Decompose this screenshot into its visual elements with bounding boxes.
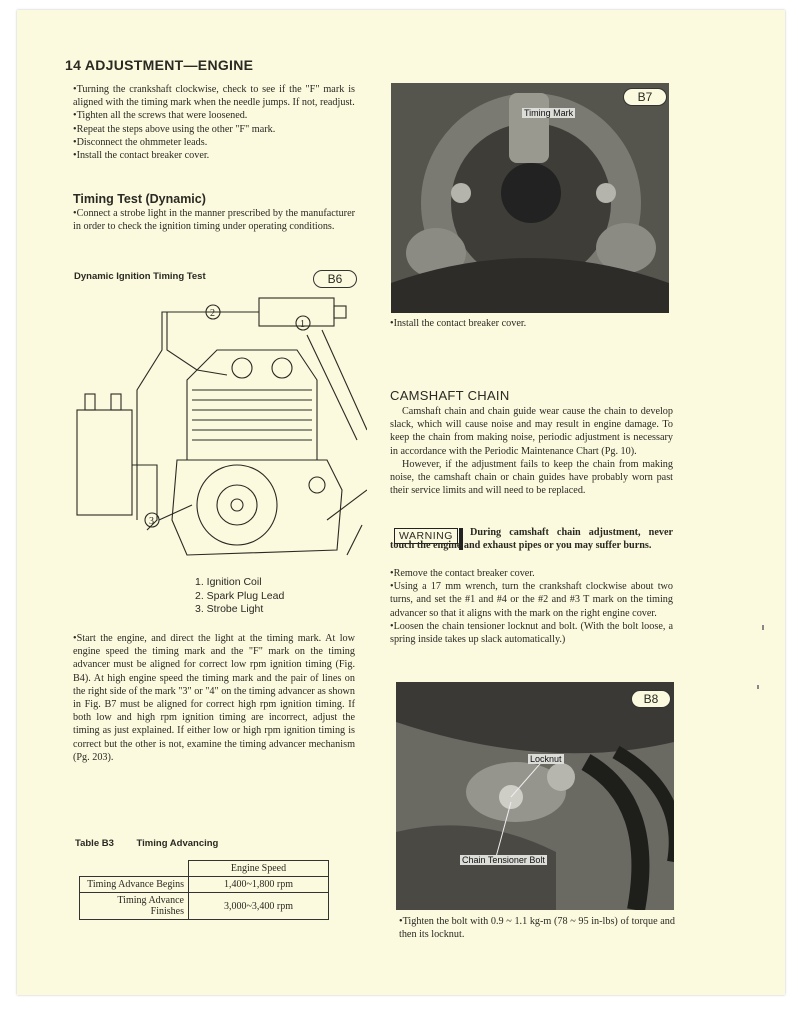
timing-advance-table — [79, 860, 329, 920]
bullet-item: •Tighten all the screws that were loosened. — [73, 110, 248, 122]
warning-label: WARNING — [394, 528, 458, 544]
legend-item: 2. Spark Plug Lead — [195, 589, 285, 602]
callout-3: 3 — [149, 516, 154, 527]
table-number: Table B3 — [75, 838, 114, 849]
callout-2: 2 — [210, 308, 215, 319]
adjustment-steps — [390, 567, 673, 646]
bullet-item: •Turning the crankshaft clockwise, check to see if the "F" mark is aligned with the timing mark when the needle jumps. If not, readjust. — [73, 84, 355, 109]
table-header-row — [80, 861, 329, 877]
table-cell: 1,400~1,800 rpm — [189, 877, 329, 893]
table-cell: 3,000~3,400 rpm — [189, 893, 329, 920]
page-mark — [762, 625, 764, 630]
figure-badge-b8: B8 — [631, 690, 671, 708]
bullet-item: •Repeat the steps above using the other "F" mark. — [73, 123, 276, 135]
timing-test-text: •Connect a strobe light in the manner prescribed by the manufacturer in order to check the ignition timing under operating conditions. — [73, 208, 355, 233]
camshaft-paragraph: However, if the adjustment fails to keep the chain from making noise, the camshaft chain or chain guides have probably worn past their service limits and will need to be replaced. — [390, 458, 673, 497]
step-item: •Loosen the chain tensioner locknut and bolt. (With the bolt loose, a spring inside takes up slack automatically.) — [390, 620, 673, 646]
bullet-item: •Install the contact breaker cover. — [73, 150, 210, 162]
chain-tensioner-image — [396, 682, 674, 910]
step-item: •Remove the contact breaker cover. — [390, 568, 535, 579]
photo-chain-tensioner — [396, 682, 674, 910]
table-header: Engine Speed — [189, 861, 329, 877]
timing-test-heading: Timing Test (Dynamic) — [73, 192, 206, 206]
legend-item: 1. Ignition Coil — [195, 576, 262, 588]
camshaft-paragraph: Camshaft chain and chain guide wear cause the chain to develop slack, which will cause noise and may result in engine damage. To keep the chain from making noise, periodic adjustment is necessary in accordance with the Periodic Maintenance Chart (Pg. 10). — [390, 406, 673, 457]
start-engine-text: •Start the engine, and direct the light at the timing mark. At low engine speed the timing mark and the "F" mark on the timing advancer must be aligned for correct low rpm ignition timing (Fig. B4). At high engine speed the timing mark and the pair of lines on the right side of the mark "3" or "4" on the timing advancer as shown in Fig. B7 must be aligned for correct high rpm ignition timing. If both low and high rpm ignition timing are incorrect, adjust the timing as just explained. If either low or high rpm ignition timing is correct but the other is not, examine the timing advancer mechanism (Pg. 203). — [73, 633, 356, 763]
page-mark — [757, 685, 759, 689]
step-item: •Using a 17 mm wrench, turn the crankshaft clockwise about two turns, and set the #1 and #4 or the #2 and #3 T mark on the timing advancer so that it aligns with the mark on the right engine cover. — [390, 581, 673, 619]
chain-tensioner-bolt-label: Chain Tensioner Bolt — [462, 855, 545, 865]
table-cell: Timing Advance Finishes — [80, 893, 189, 920]
table-label — [75, 838, 218, 849]
camshaft-description — [390, 405, 673, 497]
tighten-bolt-text: •Tighten the bolt with 0.9 ~ 1.1 kg-m (78 ~ 95 in-lbs) of torque and then its locknut. — [399, 916, 675, 941]
locknut-label: Locknut — [530, 754, 562, 764]
bullet-item: •Disconnect the ohmmeter leads. — [73, 136, 208, 148]
legend-item: 3. Strobe Light — [195, 603, 264, 615]
figure-badge-b7: B7 — [623, 88, 667, 106]
intro-bullets — [73, 83, 355, 162]
figure-legend — [195, 576, 284, 617]
figure-badge-b6: B6 — [313, 270, 357, 288]
table-row — [80, 877, 329, 893]
timing-mark-label: Timing Mark — [524, 108, 574, 118]
figure-caption: Dynamic Ignition Timing Test — [74, 271, 206, 282]
table-title: Timing Advancing — [136, 838, 219, 849]
camshaft-heading: CAMSHAFT CHAIN — [390, 388, 510, 403]
install-cover-text: •Install the contact breaker cover. — [390, 318, 527, 329]
manual-page — [17, 10, 785, 995]
callout-1: 1 — [300, 319, 305, 330]
table-row — [80, 893, 329, 920]
warning-text: During camshaft chain adjustment, never touch the engine and exhaust pipes or you may suffer burns. — [390, 527, 673, 552]
dynamic-timing-diagram — [67, 290, 367, 580]
page-title: 14 ADJUSTMENT—ENGINE — [65, 57, 254, 73]
table-cell: Timing Advance Begins — [80, 877, 189, 893]
